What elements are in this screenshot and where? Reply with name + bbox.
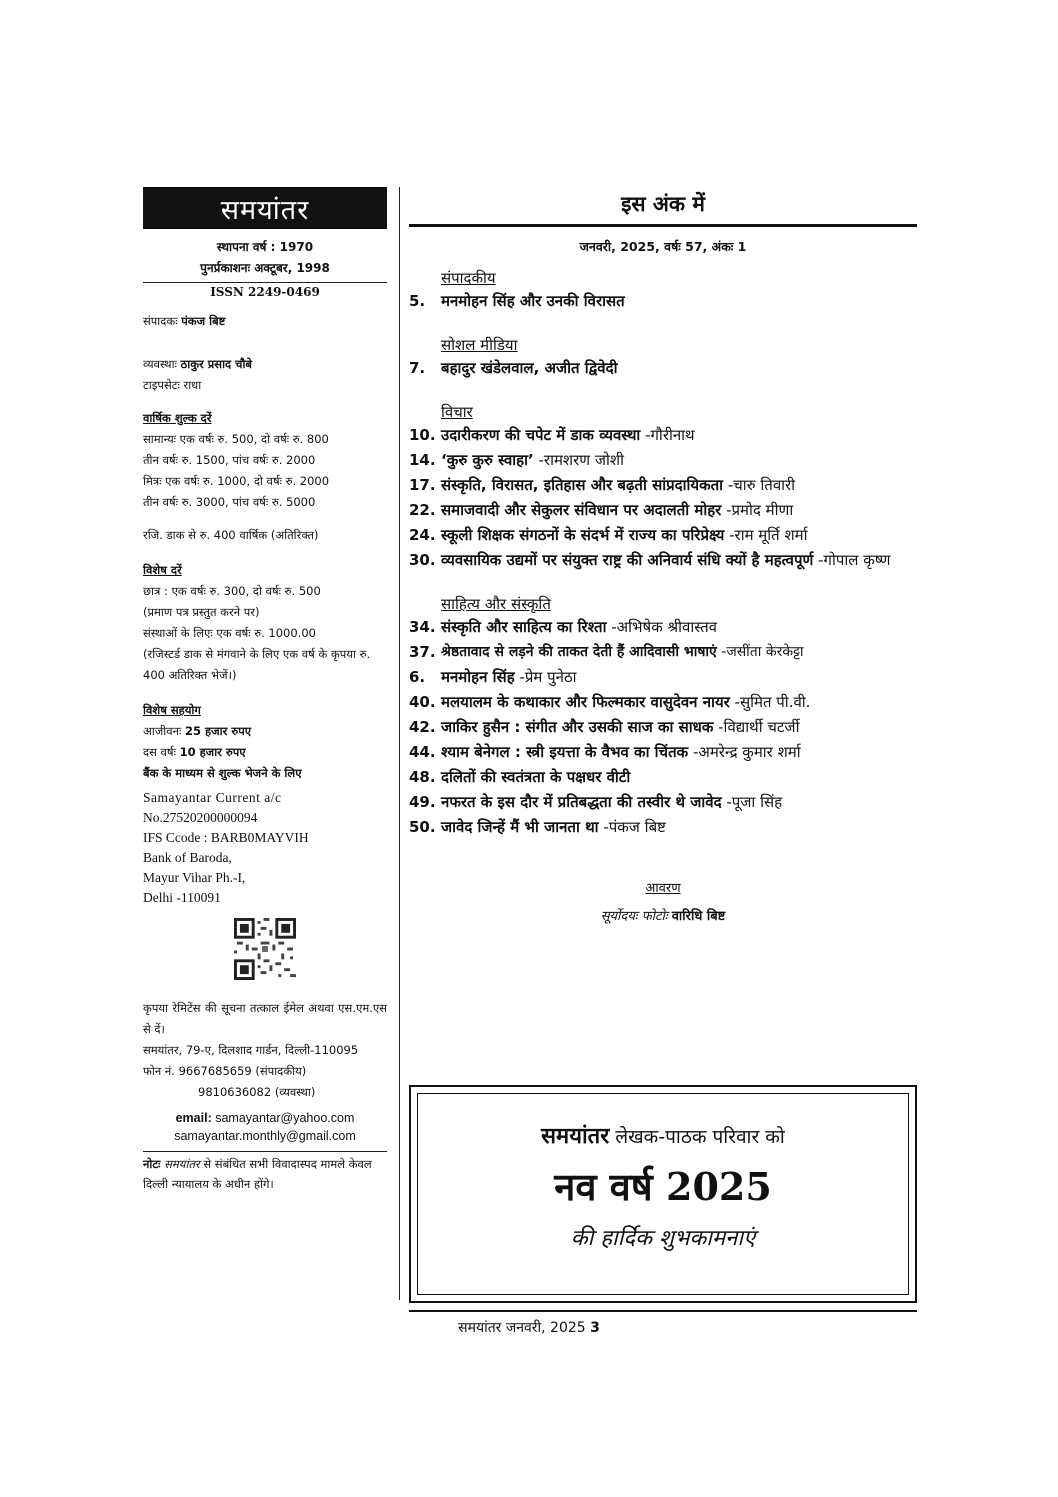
lifetime-line	[143, 721, 387, 742]
article-title: संस्कृति, विरासत, इतिहास और बढ़ती सांप्रदायिकता	[441, 476, 724, 494]
registered-post-fee: रजि. डाक से रु. 400 वार्षिक (अतिरिक्त)	[143, 528, 319, 542]
email-label: email:	[175, 1111, 212, 1125]
editor-name: पंकज बिष्ट	[181, 314, 226, 328]
note-text: से संबंधित सभी विवादास्पद मामले केवल दिल्ली न्यायालय के अधीन होंगे।	[143, 1157, 372, 1191]
page-number: 14.	[409, 451, 436, 469]
bank-line: Samayantar Current a/c	[143, 790, 282, 805]
section-social-media: सोशल मीडिया	[441, 336, 518, 354]
page-number: 48.	[409, 768, 436, 786]
cover-photographer: वारिधि बिष्ट	[671, 909, 726, 924]
ten-year-label: दस वर्षः	[143, 745, 176, 759]
toc-entry[interactable]	[409, 790, 917, 815]
lifetime-value: 25 हजार रुपए	[185, 724, 252, 738]
toc-entry[interactable]	[409, 423, 917, 448]
toc-entry[interactable]	[409, 548, 917, 573]
article-title: बहादुर खंडेलवाल, अजीत द्विवेदी	[441, 359, 618, 377]
qr-code-icon	[234, 918, 296, 980]
bank-line: Bank of Baroda,	[143, 850, 232, 865]
page-number: 49.	[409, 793, 436, 811]
article-title: मनमोहन सिंह और उनकी विरासत	[441, 292, 625, 310]
founding-year: स्थापना वर्ष : 1970	[216, 240, 314, 254]
issue-info: जनवरी, 2025, वर्षः 57, अंकः 1	[579, 239, 747, 254]
bank-line: Mayur Vihar Ph.-I,	[143, 870, 246, 885]
article-author: -राम मूर्ति शर्मा	[729, 526, 808, 544]
cover-label: आवरण	[645, 881, 681, 896]
article-author: -सुमित पी.वी.	[734, 693, 811, 711]
article-title: समाजवादी और सेकुलर संविधान पर अदालती मोहर	[441, 501, 722, 519]
annual-fee-line: तीन वर्षः रु. 1500, पांच वर्षः रु. 2000	[143, 453, 316, 467]
special-rate-line: संस्थाओं के लिएः एक वर्षः रु. 1000.00	[143, 626, 316, 640]
republication-date: पुनर्प्रकाशनः अक्टूबर, 1998	[200, 261, 330, 275]
article-title: नफरत के इस दौर में प्रतिबद्धता की तस्वीर थे जावेद	[441, 793, 722, 811]
divider	[143, 282, 387, 283]
page-number: 7.	[409, 359, 426, 377]
article-title: ‘कुरु कुरु स्वाहा’	[441, 451, 534, 469]
article-author: -अभिषेक श्रीवास्तव	[611, 618, 717, 636]
page-number: 44.	[409, 743, 436, 761]
manager-name: ठाकुर प्रसाद चौबे	[180, 357, 252, 371]
ten-year-line	[143, 742, 387, 763]
toc-entry[interactable]	[409, 765, 917, 790]
article-author: -गौरीनाथ	[645, 426, 695, 444]
footer-text: समयांतर जनवरी, 2025	[458, 1320, 586, 1336]
article-title: जाकिर हुसैन : संगीत और उसकी साज का साधक	[441, 718, 714, 736]
toc-entry[interactable]	[409, 498, 917, 523]
cover-caption-text: सूर्योदयः फोटोः	[600, 909, 668, 924]
special-rates-heading: विशेष दरें	[143, 563, 182, 577]
toc-entry[interactable]	[409, 665, 917, 690]
new-year-greeting-box	[409, 1085, 917, 1303]
toc-entry[interactable]	[409, 289, 917, 314]
bank-line: No.27520200000094	[143, 810, 258, 825]
ten-year-value: 10 हजार रुपए	[179, 745, 246, 759]
article-author: -विद्यार्थी चटर्जी	[718, 718, 800, 736]
toc-entry[interactable]	[409, 615, 917, 640]
page-number: 17.	[409, 476, 436, 494]
toc-entry[interactable]	[409, 356, 917, 381]
note-magazine: समयांतर	[164, 1157, 200, 1171]
section-literature-culture: साहित्य और संस्कृति	[441, 595, 551, 613]
annual-fees-heading: वार्षिक शुल्क दरें	[143, 411, 212, 425]
greeting-new-year: नव वर्ष 2025	[554, 1164, 772, 1209]
article-author: -प्रमोद मीणा	[726, 501, 794, 519]
page-number: 3	[590, 1320, 600, 1336]
article-author: -अमरेन्द्र कुमार शर्मा	[692, 743, 801, 761]
bank-line: Delhi -110091	[143, 890, 221, 905]
article-title: उदारीकरण की चपेट में डाक व्यवस्था	[441, 426, 641, 444]
special-support-heading: विशेष सहयोग	[143, 703, 201, 717]
masthead: समयांतर	[143, 187, 387, 229]
column-divider	[399, 187, 400, 1300]
divider	[143, 1151, 387, 1152]
page-number: 30.	[409, 551, 436, 569]
article-title: दलितों की स्वतंत्रता के पक्षधर वीटी	[441, 768, 631, 786]
greeting-line1	[418, 1120, 908, 1150]
bank-heading: बैंक के माध्यम से शुल्क भेजने के लिए	[143, 766, 302, 780]
page-number: 24.	[409, 526, 436, 544]
toc-entry[interactable]	[409, 740, 917, 765]
cover-caption	[409, 906, 917, 924]
page-footer	[0, 1318, 1058, 1337]
special-rate-line: (प्रमाण पत्र प्रस्तुत करने पर)	[143, 605, 260, 619]
lifetime-label: आजीवनः	[143, 724, 182, 738]
page-number: 50.	[409, 818, 436, 836]
page-number: 5.	[409, 292, 426, 310]
article-author: -रामशरण जोशी	[538, 451, 624, 469]
postal-address: समयांतर, 79-ए, दिलशाद गार्डन, दिल्ली-110095	[143, 1043, 359, 1057]
toc-entry[interactable]	[409, 815, 917, 840]
greeting-text: लेखक-पाठक परिवार को	[615, 1126, 785, 1148]
manager-line	[143, 354, 387, 375]
article-title: मलयालम के कथाकार और फिल्मकार वासुदेवन नायर	[441, 693, 730, 711]
article-author: -पूजा सिंह	[726, 793, 783, 811]
article-title: श्याम बेनेगल : स्त्री इयत्ता के वैभव का चिंतक	[441, 743, 689, 761]
page-number: 10.	[409, 426, 436, 444]
typesetter: टाइपसेटः राधा	[143, 378, 202, 392]
page-number: 42.	[409, 718, 436, 736]
editor-label: संपादकः	[143, 314, 178, 328]
special-rate-line: (रजिस्टर्ड डाक से मंगवाने के लिए एक वर्ष के कृपया रु. 400 अतिरिक्त भेजें।)	[143, 647, 371, 682]
article-title: मनमोहन सिंह	[441, 668, 515, 686]
toc-entry[interactable]	[409, 690, 917, 715]
annual-fee-line: तीन वर्षः रु. 3000, पांच वर्षः रु. 5000	[143, 495, 316, 509]
toc-entry[interactable]	[409, 715, 917, 740]
table-of-contents	[409, 187, 917, 924]
greeting-brand: समयांतर	[541, 1124, 610, 1149]
greeting-inner-frame	[417, 1093, 909, 1295]
toc-entry[interactable]	[409, 473, 917, 498]
note-label: नोटः	[143, 1157, 161, 1171]
toc-heading: इस अंक में	[621, 192, 705, 216]
email-secondary[interactable]: samayantar.monthly@gmail.com	[174, 1129, 356, 1143]
phone-editorial: फोन नं. 9667685659 (संपादकीय)	[143, 1064, 307, 1078]
article-title: व्यवसायिक उद्यमों पर संयुक्त राष्ट्र की अनिवार्य संधि क्यों है महत्वपूर्ण	[441, 551, 814, 569]
article-title: स्कूली शिक्षक संगठनों के संदर्भ में राज्य का परिप्रेक्ष्य	[441, 526, 725, 544]
article-title: श्रेष्ठतावाद से लड़ने की ताकत देती हैं आदिवासी भाषाएं	[441, 644, 717, 660]
page-number: 34.	[409, 618, 436, 636]
special-rate-line: छात्र : एक वर्षः रु. 300, दो वर्षः रु. 500	[143, 584, 321, 598]
page-number: 6.	[409, 668, 426, 686]
heading-rule	[409, 224, 917, 227]
article-author: -जसींता केरकेट्टा	[721, 644, 804, 660]
annual-fee-line: सामान्यः एक वर्षः रु. 500, दो वर्षः रु. 800	[143, 432, 329, 446]
left-sidebar	[143, 187, 387, 1194]
bank-details	[143, 788, 387, 908]
article-title: संस्कृति और साहित्य का रिश्ता	[441, 618, 607, 636]
article-author: -चारु तिवारी	[727, 476, 796, 494]
manager-label: व्यवस्थाः	[143, 357, 177, 371]
section-opinion: विचार	[441, 403, 473, 421]
page-number: 37.	[409, 643, 436, 661]
greeting-wishes: की हार्दिक शुभकामनाएं	[570, 1226, 756, 1251]
section-editorial: संपादकीय	[441, 269, 496, 287]
page-number: 40.	[409, 693, 436, 711]
page-number: 22.	[409, 501, 436, 519]
article-author: -प्रेम पुनेठा	[519, 668, 577, 686]
issn: ISSN 2249-0469	[210, 285, 320, 299]
article-author: -गोपाल कृष्ण	[818, 551, 891, 569]
jurisdiction-note	[143, 1154, 387, 1194]
toc-entry[interactable]	[409, 523, 917, 548]
email-primary[interactable]: samayantar@yahoo.com	[215, 1111, 355, 1125]
footer-rule	[409, 1310, 917, 1312]
bank-line: IFS Ccode : BARB0MAYVIH	[143, 830, 309, 845]
annual-fee-line: मित्रः एक वर्षः रु. 1000, दो वर्षः रु. 2000	[143, 474, 330, 488]
editor-line	[143, 311, 387, 332]
toc-entry[interactable]	[409, 448, 917, 473]
phone-management: 9810636082 (व्यवस्था)	[198, 1085, 316, 1099]
article-author: -पंकज बिष्ट	[603, 818, 666, 836]
remittance-notice: कृपया रेमिटेंस की सूचना तत्काल ईमेल अथवा एस.एम.एस से दें।	[143, 1001, 387, 1036]
toc-entry[interactable]	[409, 640, 917, 665]
email-line	[143, 1109, 387, 1127]
article-title: जावेद जिन्हें मैं भी जानता था	[441, 818, 599, 836]
